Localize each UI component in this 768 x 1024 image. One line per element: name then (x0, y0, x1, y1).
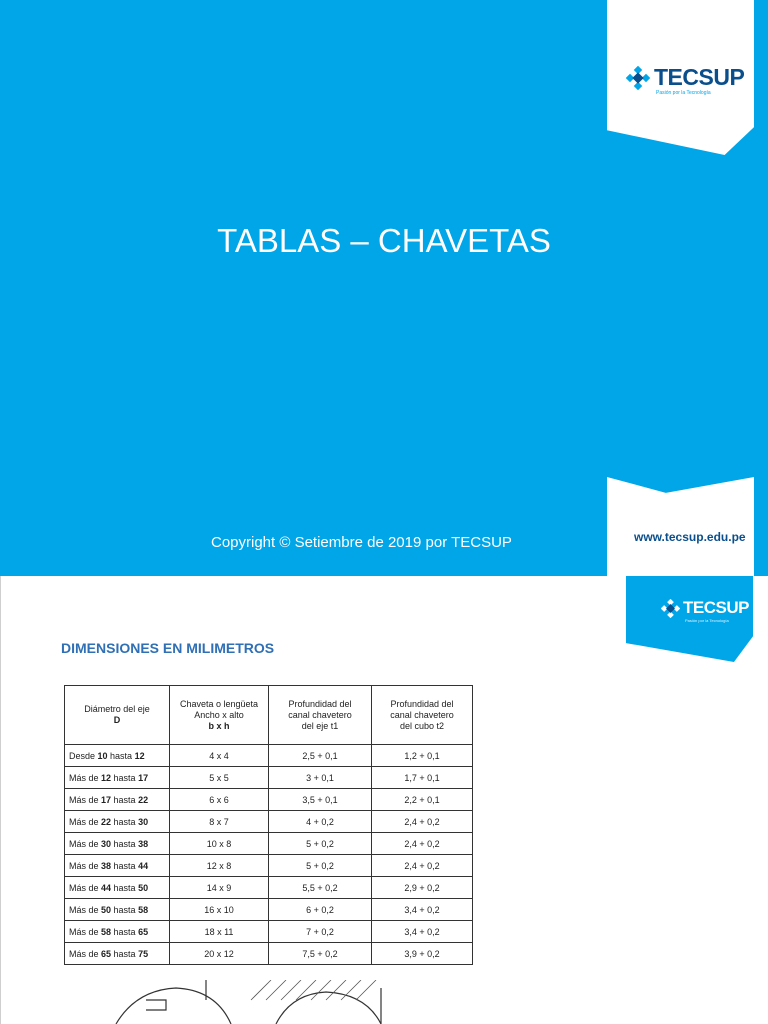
website-flag (607, 477, 754, 576)
header-shaft-depth: Profundidad del canal chavetero del eje t1 (269, 686, 372, 745)
cell-shaft-depth: 3,5 + 0,1 (269, 789, 372, 811)
section-heading: DIMENSIONES EN MILIMETROS (61, 640, 275, 656)
table-row (65, 767, 473, 789)
slide-title: TABLAS – CHAVETAS (217, 222, 551, 259)
cell-hub-depth: 2,4 + 0,2 (372, 811, 473, 833)
table-row (65, 789, 473, 811)
logo-tagline: Pasión por la Tecnología (685, 618, 729, 623)
cell-key-size: 4 x 4 (170, 745, 269, 767)
header-shaft-diameter: Diámetro del eje D (65, 686, 170, 745)
table-row (65, 745, 473, 767)
cell-hub-depth: 3,9 + 0,2 (372, 943, 473, 965)
cell-diameter-range: Más de 17 hasta 22 (65, 789, 170, 811)
table-row (65, 943, 473, 965)
cell-diameter-range: Más de 22 hasta 30 (65, 811, 170, 833)
cell-key-size: 20 x 12 (170, 943, 269, 965)
header-hub-depth: Profundidad del canal chavetero del cubo t2 (372, 686, 473, 745)
table-row (65, 811, 473, 833)
table-slide (0, 576, 768, 1024)
cell-shaft-depth: 4 + 0,2 (269, 811, 372, 833)
cell-shaft-depth: 6 + 0,2 (269, 899, 372, 921)
keyway-drawing (106, 980, 406, 1024)
cell-key-size: 10 x 8 (170, 833, 269, 855)
cell-diameter-range: Más de 12 hasta 17 (65, 767, 170, 789)
cell-diameter-range: Más de 65 hasta 75 (65, 943, 170, 965)
cell-shaft-depth: 2,5 + 0,1 (269, 745, 372, 767)
cell-shaft-depth: 7,5 + 0,2 (269, 943, 372, 965)
logo-tagline: Pasión por la Tecnología (656, 90, 711, 96)
table-header-row (65, 686, 473, 745)
cell-hub-depth: 3,4 + 0,2 (372, 921, 473, 943)
cell-diameter-range: Desde 10 hasta 12 (65, 745, 170, 767)
cell-shaft-depth: 3 + 0,1 (269, 767, 372, 789)
table-row (65, 921, 473, 943)
cell-hub-depth: 2,4 + 0,2 (372, 833, 473, 855)
tecsup-logo-icon (661, 599, 680, 618)
cell-key-size: 14 x 9 (170, 877, 269, 899)
table-row (65, 899, 473, 921)
cell-diameter-range: Más de 30 hasta 38 (65, 833, 170, 855)
cell-diameter-range: Más de 44 hasta 50 (65, 877, 170, 899)
cell-hub-depth: 2,4 + 0,2 (372, 855, 473, 877)
tecsup-logo (626, 64, 745, 96)
table-row (65, 855, 473, 877)
cell-shaft-depth: 5,5 + 0,2 (269, 877, 372, 899)
cell-diameter-range: Más de 38 hasta 44 (65, 855, 170, 877)
cell-hub-depth: 2,2 + 0,1 (372, 789, 473, 811)
table-row (65, 877, 473, 899)
website-link[interactable]: www.tecsup.edu.pe (634, 530, 746, 544)
cell-hub-depth: 1,2 + 0,1 (372, 745, 473, 767)
cell-diameter-range: Más de 50 hasta 58 (65, 899, 170, 921)
tecsup-logo-icon (626, 66, 650, 90)
table-row (65, 833, 473, 855)
cell-key-size: 5 x 5 (170, 767, 269, 789)
cell-shaft-depth: 5 + 0,2 (269, 833, 372, 855)
header-key-size: Chaveta o lengüeta Ancho x alto b x h (170, 686, 269, 745)
logo-wordmark: TECSUP (654, 64, 745, 90)
cell-key-size: 16 x 10 (170, 899, 269, 921)
logo-wordmark: TECSUP (683, 598, 749, 617)
cell-shaft-depth: 5 + 0,2 (269, 855, 372, 877)
cell-diameter-range: Más de 58 hasta 65 (65, 921, 170, 943)
cell-hub-depth: 1,7 + 0,1 (372, 767, 473, 789)
keyway-dimensions-table (64, 685, 473, 965)
cell-key-size: 6 x 6 (170, 789, 269, 811)
cell-shaft-depth: 7 + 0,2 (269, 921, 372, 943)
cell-key-size: 12 x 8 (170, 855, 269, 877)
cell-key-size: 18 x 11 (170, 921, 269, 943)
cell-key-size: 8 x 7 (170, 811, 269, 833)
tecsup-logo (661, 598, 749, 623)
copyright-text: Copyright © Setiembre de 2019 por TECSUP (211, 534, 512, 551)
cell-hub-depth: 2,9 + 0,2 (372, 877, 473, 899)
cell-hub-depth: 3,4 + 0,2 (372, 899, 473, 921)
